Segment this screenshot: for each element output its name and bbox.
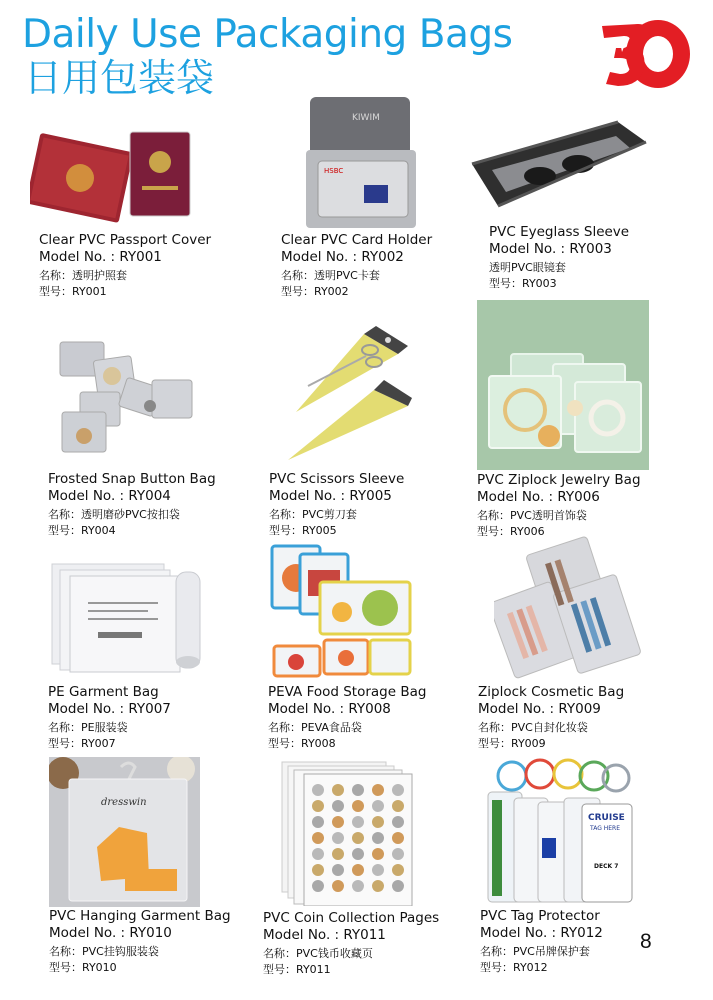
product-name-chinese: 透明PVC眼镜套 [489, 260, 566, 274]
product-name: Ziplock Cosmetic Bag [478, 684, 625, 700]
product-model-chinese: 型号：RY004 [48, 524, 116, 538]
product-caption [477, 472, 641, 541]
page-title: Daily Use Packaging Bags [22, 12, 513, 57]
product-model-chinese: 型号：RY005 [269, 524, 337, 538]
product-caption [269, 471, 404, 540]
coin-icon [332, 784, 344, 796]
product-name: PVC Scissors Sleeve [269, 471, 405, 487]
product-caption [48, 471, 216, 540]
coin-icon [372, 848, 384, 860]
brand-text: KIWIM [352, 113, 380, 123]
product-caption [48, 684, 171, 753]
coin-icon [372, 800, 384, 812]
coin-icon [352, 784, 364, 796]
product-model: Model No. : RY001 [39, 248, 162, 265]
page-number: 8 [640, 930, 652, 953]
product-image-hanging-garment-bag [49, 757, 200, 907]
product-model-chinese: 型号：RY011 [263, 963, 331, 977]
product-name: PE Garment Bag [48, 684, 159, 700]
coin-icon [372, 832, 384, 844]
coin-icon [352, 880, 364, 892]
coin-icon [312, 816, 324, 828]
product-name: PVC Ziplock Jewelry Bag [477, 472, 641, 488]
product-model: Model No. : RY010 [49, 924, 172, 941]
hanging-brand-text: dresswin [101, 797, 147, 808]
product-caption [268, 684, 426, 753]
coin-icon [372, 864, 384, 876]
coin-icon [392, 816, 404, 828]
coin-icon [332, 816, 344, 828]
product-model-chinese: 型号：RY003 [489, 277, 557, 291]
product-image-eyeglass-sleeve [468, 118, 650, 208]
product-model-chinese: 型号：RY007 [48, 737, 116, 751]
product-caption [49, 908, 231, 977]
product-name: Clear PVC Passport Cover [39, 232, 212, 248]
product-model: Model No. : RY011 [263, 926, 386, 943]
product-model: Model No. : RY002 [281, 248, 404, 265]
product-name-chinese: 名称：PVC吊牌保护套 [480, 944, 590, 958]
product-name-chinese: 名称：PEVA食品袋 [268, 720, 362, 734]
product-model-chinese: 型号：RY010 [49, 961, 117, 975]
product-name: PVC Eyeglass Sleeve [489, 224, 630, 240]
coin-icon [372, 880, 384, 892]
product-caption [480, 908, 603, 977]
coin-icon [352, 816, 364, 828]
product-name-chinese: 名称：PVC钱币收藏页 [263, 946, 373, 960]
coin-icon [312, 864, 324, 876]
product-image-scissors-sleeve [278, 320, 413, 462]
product-model: Model No. : RY012 [480, 924, 603, 941]
product-caption [478, 684, 624, 753]
product-image-coin-pages [280, 760, 414, 906]
coin-icon [312, 784, 324, 796]
coin-icon [372, 816, 384, 828]
product-name: PVC Coin Collection Pages [263, 910, 440, 926]
product-model-chinese: 型号：RY006 [477, 525, 545, 539]
coin-icon [352, 864, 364, 876]
coin-icon [312, 832, 324, 844]
coin-icon [392, 800, 404, 812]
product-model-chinese: 型号：RY001 [39, 285, 107, 299]
product-caption [263, 910, 439, 979]
coin-icon [392, 848, 404, 860]
product-name: PVC Tag Protector [480, 908, 600, 924]
product-image-ziplock-jewelry-bag [477, 300, 649, 470]
coin-icon [312, 848, 324, 860]
coin-icon [332, 848, 344, 860]
product-model: Model No. : RY005 [269, 487, 392, 504]
product-model: Model No. : RY003 [489, 240, 612, 257]
coin-icon [332, 864, 344, 876]
product-model-chinese: 型号：RY009 [478, 737, 546, 751]
product-name: PEVA Food Storage Bag [268, 684, 427, 700]
coin-icon [312, 800, 324, 812]
coin-icon [332, 800, 344, 812]
product-name-chinese: 名称：透明护照套 [39, 268, 127, 282]
coin-icon [312, 880, 324, 892]
product-name: Frosted Snap Button Bag [48, 471, 216, 487]
product-model-chinese: 型号：RY002 [281, 285, 349, 299]
product-model: Model No. : RY009 [478, 700, 601, 717]
product-name-chinese: 名称：PE服装袋 [48, 720, 128, 734]
product-model: Model No. : RY007 [48, 700, 171, 717]
tag-deck-text: DECK 7 [594, 863, 619, 870]
coin-icon [392, 864, 404, 876]
3d-logo-icon [600, 16, 692, 92]
coin-icon [392, 880, 404, 892]
coin-icon [352, 848, 364, 860]
product-name-chinese: 名称：PVC挂钩服装袋 [49, 944, 159, 958]
product-caption [39, 232, 211, 301]
product-image-card-holder [304, 95, 424, 230]
coin-icon [352, 832, 364, 844]
coin-icon [332, 880, 344, 892]
tag-here-text: TAG HERE [590, 825, 621, 832]
product-image-food-storage-bag [270, 542, 412, 678]
product-name-chinese: 名称：PVC透明首饰袋 [477, 508, 587, 522]
bank-text: HSBC [324, 167, 344, 175]
product-name-chinese: 名称：PVC自封化妆袋 [478, 720, 588, 734]
coin-icon [392, 784, 404, 796]
coin-icon [352, 800, 364, 812]
coin-icon [372, 784, 384, 796]
product-name-chinese: 名称：透明PVC卡套 [281, 268, 380, 282]
coin-icon [332, 832, 344, 844]
product-model: Model No. : RY008 [268, 700, 391, 717]
product-image-passport-cover [30, 126, 195, 226]
product-image-cosmetic-bag [494, 536, 644, 681]
product-model-chinese: 型号：RY012 [480, 961, 548, 975]
product-name-chinese: 名称：透明磨砂PVC按扣袋 [48, 507, 180, 521]
coin-icon [392, 832, 404, 844]
product-name-chinese: 名称：PVC剪刀套 [269, 507, 357, 521]
tag-cruise-text: CRUISE [588, 813, 625, 823]
product-caption [281, 232, 432, 301]
product-image-pe-garment-bag [48, 562, 208, 674]
product-model: Model No. : RY004 [48, 487, 171, 504]
product-image-tag-protector [484, 756, 640, 906]
product-image-snap-button-bag [52, 336, 202, 461]
product-model-chinese: 型号：RY008 [268, 737, 336, 751]
product-caption [489, 224, 629, 293]
page-title-chinese: 日用包装袋 [24, 56, 215, 100]
product-model: Model No. : RY006 [477, 488, 600, 505]
product-name: Clear PVC Card Holder [281, 232, 433, 248]
product-name: PVC Hanging Garment Bag [49, 908, 231, 924]
